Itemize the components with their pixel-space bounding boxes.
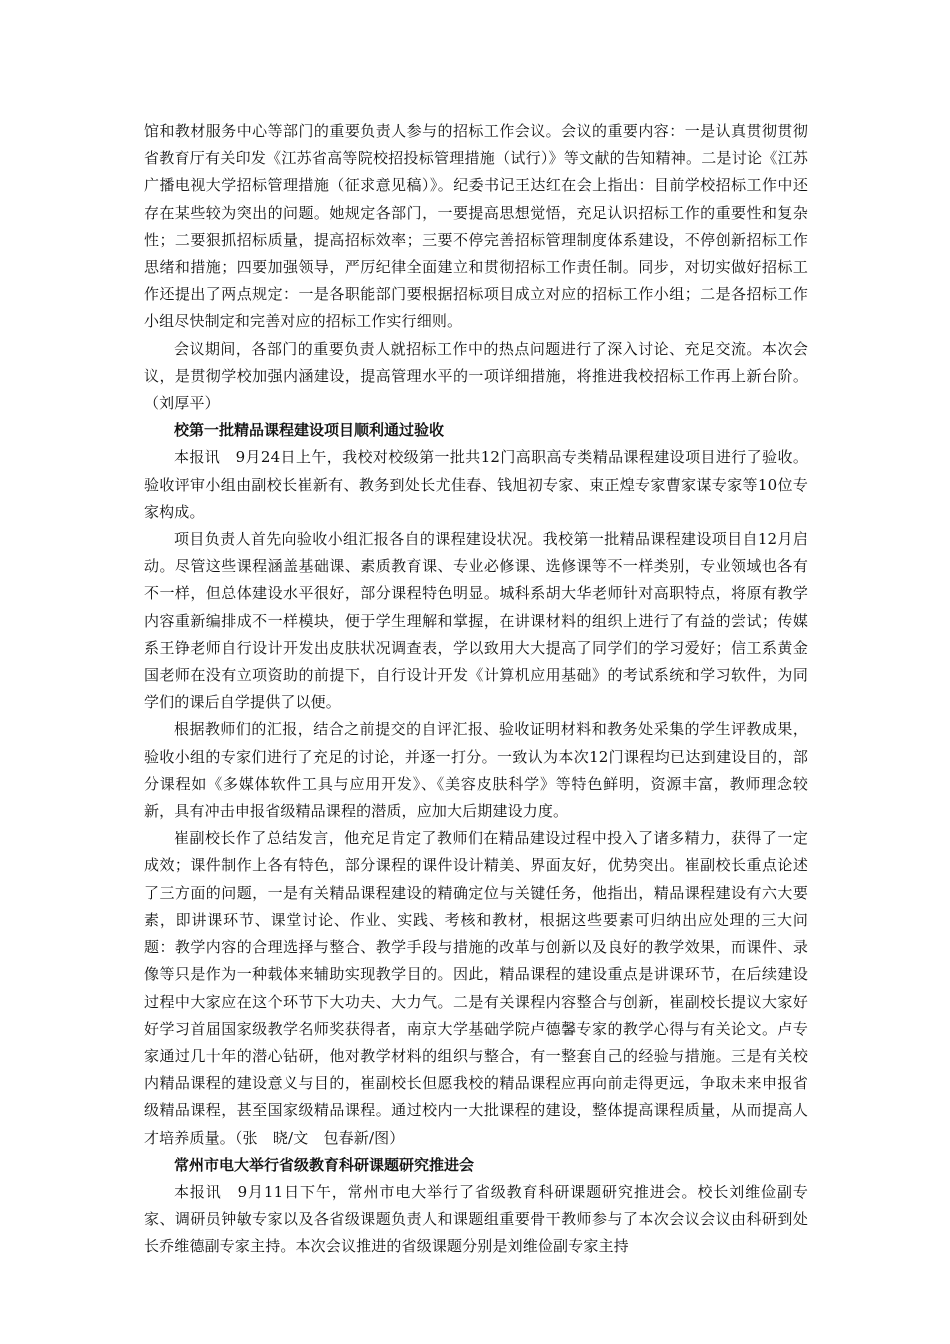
article1-paragraph-1: 馆和教材服务中心等部门的重要负责人参与的招标工作会议。会议的重要内容：一是认真贯彻贯彻省教育厅有关印发《江苏省高等院校招投标管理措施（试行）》等文献的告知精神。二是讨论《江苏广播电视大学招标管理措施（征求意见稿）》。纪委书记王达红在会上指出：目前学校招标工作中还存在某些较为突出的问题。她规定各部门，一要提高思想觉悟，充足认识招标工作的重要性和复杂性；二要狠抓招标质量，提高招标效率；三要不停完善招标管理制度体系建设，不停创新招标工作思绪和措施；四要加强领导，严厉纪律全面建立和贯彻招标工作责任制。同步，对切实做好招标工作还提出了两点规定：一是各职能部门要根据招标项目成立对应的招标工作小组；二是各招标工作小组尽快制定和完善对应的招标工作实行细则。 xyxy=(144,122,808,331)
article2-title: 校第一批精品课程建设项目顺利通过验收 xyxy=(174,421,445,440)
article2-paragraph-3: 根据教师们的汇报，结合之前提交的自评汇报、验收证明材料和教务处采集的学生评教成果，验收小组的专家们进行了充足的讨论，并逐一打分。一致认为本次12门课程均已达到建设目的，部分课程如《多媒体软件工具与应用开发》、《美容皮肤科学》等特色鲜明，资源丰富，教师理念较新，具有冲击申报省级精品课程的潜质，应加大后期建设力度。 xyxy=(144,720,808,821)
article3-paragraph-1: 本报讯 9月11日下午，常州市电大举行了省级教育科研课题研究推进会。校长刘维俭副专家、调研员钟敏专家以及各省级课题负责人和课题组重要骨干教师参与了本次会议会议由科研到处长乔维德副专家主持。本次会议推进的省级课题分别是刘维俭副专家主持 xyxy=(144,1182,808,1256)
article3-title: 常州市电大举行省级教育科研课题研究推进会 xyxy=(174,1155,475,1174)
article2-paragraph-2: 项目负责人首先向验收小组汇报各自的课程建设状况。我校第一批精品课程建设项目自12月启动。尽管这些课程涵盖基础课、素质教育课、专业必修课、选修课等不一样类别，专业领域也各有不一样，但总体建设水平很好，部分课程特色明显。城科系胡大华老师针对高职特点，将原有教学内容重新编排成不一样模块，便于学生理解和掌握，在讲课材料的组织上进行了有益的尝试；传媒系王铮老师自行设计开发出皮肤状况调查表，学以致用大大提高了同学们的学习爱好；信工系黄金国老师在没有立项资助的前提下，自行设计开发《计算机应用基础》的考试系统和学习软件，为同学们的课后自学提供了以便。 xyxy=(144,530,808,712)
article1-paragraph-2: 会议期间，各部门的重要负责人就招标工作中的热点问题进行了深入讨论、充足交流。本次会议，是贯彻学校加强内涵建设，提高管理水平的一项详细措施，将推进我校招标工作再上新台阶。（刘厚平） xyxy=(144,339,808,413)
article2-paragraph-1: 本报讯 9月24日上午，我校对校级第一批共12门高职高专类精品课程建设项目进行了验收。验收评审小组由副校长崔新有、教务到处长尤佳春、钱旭初专家、束正煌专家曹家谋专家等10位专家构成。 xyxy=(144,448,808,521)
article2-paragraph-4: 崔副校长作了总结发言，他充足肯定了教师们在精品建设过程中投入了诸多精力，获得了一定成效；课件制作上各有特色，部分课程的课件设计精美、界面友好，优势突出。崔副校长重点论述了三方面的问题，一是有关精品课程建设的精确定位与关键任务，他指出，精品课程建设有六大要素，即讲课环节、课堂讨论、作业、实践、考核和教材，根据这些要素可归纳出应处理的三大问题：教学内容的合理选择与整合、教学手段与措施的改革与创新以及良好的教学效果，而课件、录像等只是作为一种载体来辅助实现教学目的。因此，精品课程的建设重点是讲课环节，在后续建设过程中大家应在这个环节下大功夫、大力气。二是有关课程内容整合与创新，崔副校长提议大家好好学习首届国家级教学名师奖获得者，南京大学基础学院卢德馨专家的教学心得与有关论文。卢专家通过几十年的潜心钻研，他对教学材料的组织与整合，有一整套自己的经验与措施。三是有关校内精品课程的建设意义与目的，崔副校长但愿我校的精品课程应再向前走得更远，争取未来申报省级精品课程，甚至国家级精品课程。通过校内一大批课程的建设，整体提高课程质量，从而提高人才培养质量。（张 晓/文 包春新/图） xyxy=(144,829,808,1147)
